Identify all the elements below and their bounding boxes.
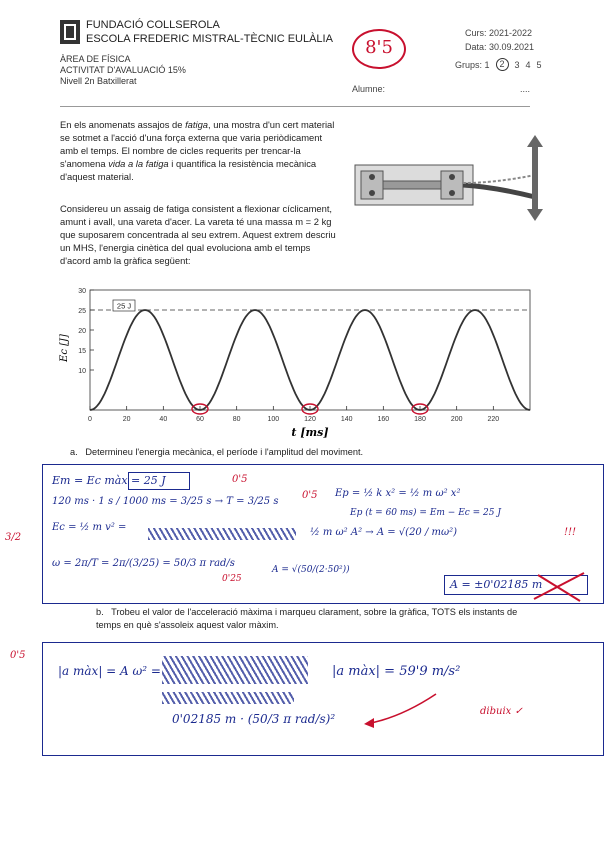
answer-a-line-9: A = ±0'02185 m bbox=[450, 578, 543, 591]
y-tick-label: 30 bbox=[78, 288, 86, 295]
y-tick-label: 10 bbox=[78, 368, 86, 375]
answer-box-b bbox=[42, 642, 604, 756]
answer-a-line-5: Ec = ½ m v² = bbox=[52, 522, 127, 533]
mark-a-2: 0'5 bbox=[302, 490, 318, 501]
student-name-blank: .... bbox=[520, 84, 531, 94]
x-tick-label: 220 bbox=[487, 416, 500, 423]
exam-date: Data: 30.09.2021 bbox=[465, 42, 535, 52]
x-tick-label: 60 bbox=[196, 416, 204, 423]
intro-paragraph-2: Considereu un assaig de fatiga consistent a flexionar cíclicament, amunt i avall, una vareta d'acer. La vareta té una massa m = 2 kg que suposarem concentrada al seu extrem. Aquest extrem descriu un MHS, l'energia cinètica del qual evoluciona amb el temps d'acord amb la gràfica següent: bbox=[60, 203, 336, 266]
subject-area: ÀREA DE FÍSICA bbox=[60, 54, 131, 64]
y-tick-label: 25 bbox=[78, 308, 86, 315]
group-selector bbox=[455, 58, 542, 71]
y-tick-label: 20 bbox=[78, 328, 86, 335]
question-b-letter: b. bbox=[96, 607, 104, 617]
school-logo bbox=[60, 20, 80, 44]
x-tick-label: 160 bbox=[377, 416, 390, 423]
x-tick-label: 100 bbox=[267, 416, 280, 423]
red-strike-mark bbox=[530, 565, 590, 605]
answer-b-line-3: |a màx| = 59'9 m/s² bbox=[332, 664, 461, 679]
mark-b-2: dibuix ✓ bbox=[480, 706, 523, 717]
answer-a-line-4: Ep (t = 60 ms) = Em − Ec = 25 J bbox=[350, 508, 501, 518]
x-tick-label: 40 bbox=[159, 416, 168, 423]
intro-paragraph-1: En els anomenats assajos de fatiga, una mostra d'un cert material se sotmet a l'acció d'una força externa que varia periòdicament amb el temps. El nombre de cicles requerits per trencar-la s'anomena vida a la fatiga i quantifica la resistència mecànica d'aquest material. bbox=[60, 119, 335, 182]
school-name-line1: FUNDACIÓ COLLSEROLA bbox=[86, 19, 220, 31]
question-a-text: Determineu l'energia mecànica, el període i l'amplitud del moviment. bbox=[85, 447, 364, 457]
student-label: Alumne: bbox=[352, 84, 386, 94]
x-tick-label: 140 bbox=[340, 416, 353, 423]
x-tick-label: 200 bbox=[450, 416, 463, 423]
boxed-mechanical-energy bbox=[128, 472, 190, 490]
answer-a-line-1: Em = Ec màx = 25 J bbox=[52, 474, 166, 487]
x-tick-label: 0 bbox=[88, 416, 92, 423]
mark-b-1: 0'5 bbox=[10, 650, 26, 661]
x-tick-label: 80 bbox=[232, 416, 241, 423]
x-tick-label: 20 bbox=[122, 416, 131, 423]
course-level: Nivell 2n Batxillerat bbox=[60, 76, 137, 86]
kinetic-energy-chart bbox=[55, 282, 540, 442]
fatigue-test-figure bbox=[345, 135, 550, 225]
x-tick-label: 180 bbox=[414, 416, 426, 423]
steel-rod bbox=[463, 185, 535, 197]
header-divider bbox=[60, 106, 530, 107]
y-axis-label: Ec [J] bbox=[59, 334, 70, 362]
question-a bbox=[70, 447, 363, 457]
annotation-25j: 25 J bbox=[116, 301, 132, 311]
answer-a-line-3: Ep = ½ k x² = ½ m ω² x² bbox=[335, 488, 461, 499]
group-option: 4 bbox=[525, 59, 531, 70]
plot-frame bbox=[90, 290, 530, 410]
question-b bbox=[96, 606, 536, 632]
group-option: 3 bbox=[514, 59, 520, 70]
answer-b-line-2: 0'02185 m · (50/3 π rad/s)² bbox=[172, 712, 336, 726]
school-name-line2: ESCOLA FREDERIC MISTRAL-TÈCNIC EULÀLIA bbox=[86, 33, 333, 45]
red-arrow-mark bbox=[360, 690, 440, 730]
answer-a-line-2: 120 ms · 1 s / 1000 ms = 3/25 s → T = 3/25 s bbox=[52, 496, 279, 507]
y-tick-label: 15 bbox=[78, 348, 86, 355]
group-option-selected: 2 bbox=[496, 58, 509, 71]
scribbled-out-formula-2 bbox=[162, 692, 294, 704]
scribbled-out-formula bbox=[162, 656, 308, 684]
answer-a-line-8: A = √(50/(2·50²)) bbox=[272, 565, 350, 575]
x-axis-label: t [ms] bbox=[291, 426, 329, 439]
x-tick-label: 120 bbox=[304, 416, 316, 423]
mark-a-4: 3/2 bbox=[5, 532, 22, 543]
question-a-letter: a. bbox=[70, 447, 78, 457]
course-year: Curs: 2021-2022 bbox=[465, 28, 533, 38]
scribbled-out-work bbox=[148, 528, 296, 540]
activity-title: ACTIVITAT D'AVALUACIÓ 15% bbox=[60, 65, 186, 75]
mark-a-3: 0'25 bbox=[222, 574, 242, 584]
group-label: Grups: 1 bbox=[455, 59, 490, 70]
handwritten-grade: 8'5 bbox=[352, 29, 406, 69]
group-option: 5 bbox=[536, 59, 542, 70]
kinetic-energy-curve bbox=[90, 310, 530, 410]
answer-b-line-1: |a màx| = A ω² = bbox=[58, 664, 161, 678]
mark-a-5: !!! bbox=[564, 527, 577, 538]
answer-a-line-6: ½ m ω² A² → A = √(20 / mω²) bbox=[310, 527, 458, 538]
answer-a-line-7: ω = 2π/T = 2π/(3/25) = 50/3 π rad/s bbox=[52, 558, 235, 569]
question-b-text: Trobeu el valor de l'acceleració màxima i marqueu clarament, sobre la gràfica, TOTS els instants de temps en què s'assoleix aquest valor màxim. bbox=[96, 607, 518, 630]
mark-a-1: 0'5 bbox=[232, 474, 248, 485]
